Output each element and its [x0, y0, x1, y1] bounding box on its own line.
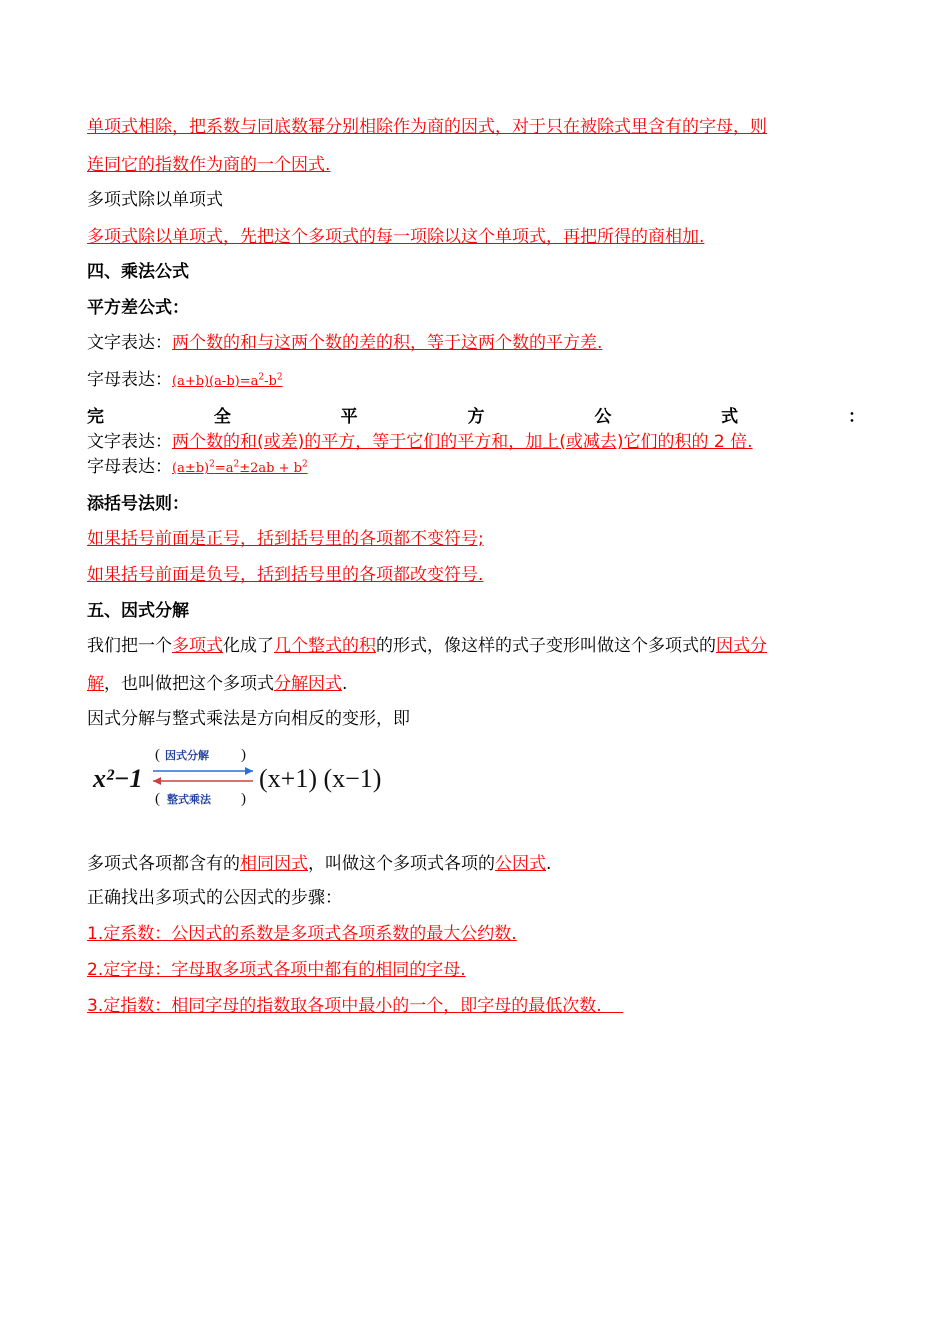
bracket-rule-1: 如果括号前面是正号，括到括号里的各项都不变符号; [87, 529, 484, 549]
term-product-of-integral-expressions: 几个整式的积 [274, 636, 376, 656]
common-factor-definition: 多项式各项都含有的相同因式，叫做这个多项式各项的公因式. [87, 854, 552, 874]
term-common-factor: 公因式 [495, 854, 546, 874]
bracket-rule-2: 如果括号前面是负号，括到括号里的各项都改变符号. [87, 565, 484, 585]
diff-squares-text-row [87, 332, 602, 354]
term-polynomial: 多项式 [172, 636, 223, 656]
letter-label: 字母表达： [87, 370, 172, 390]
perfect-square-title: 完 全 平 方 公 式 ： [87, 407, 865, 427]
perfect-square-formula: $(a\pm b)^2=a^2\pm 2ab + b^2$ [172, 459, 308, 476]
bottom-right-paren: ) [241, 791, 246, 807]
mono-division-rule-line1: 单项式相除，把系数与同底数幂分别相除作为商的因式，对于只在被除式里含有的字母，则 [87, 117, 767, 137]
letter-label: 字母表达： [87, 457, 172, 477]
factorization-definition-line1: 我们把一个多项式化成了几个整式的积的形式，像这样的式子变形叫做这个多项式的因式分 [87, 636, 767, 656]
diagram-left-expression: x²−1 [93, 764, 143, 793]
factorization-diagram-svg [87, 741, 399, 813]
diagram-right-expression: (x+1) (x−1) [259, 764, 382, 793]
bottom-arrow-label: 整式乘法 [167, 793, 211, 806]
section4-heading: 四、乘法公式 [87, 262, 189, 282]
steps-title: 正确找出多项式的公因式的步骤： [87, 888, 342, 908]
top-arrow-label: 因式分解 [165, 749, 209, 762]
term-factor: 分解因式 [274, 674, 342, 694]
top-left-paren: ( [155, 747, 160, 763]
step-2: 2.定字母：字母取多项式各项中都有的相同的字母. [87, 960, 466, 980]
perfect-square-text-row [87, 431, 753, 453]
text-label: 文字表达： [87, 333, 172, 353]
diff-squares-formula-row [87, 369, 283, 393]
factorization-diagram [87, 741, 399, 813]
inverse-operation-text: 因式分解与整式乘法是方向相反的变形，即 [87, 709, 410, 729]
term-factorization-part2: 解 [87, 674, 104, 694]
bracket-rule-title: 添括号法则： [87, 494, 189, 514]
poly-division-title: 多项式除以单项式 [87, 190, 223, 210]
text-label: 文字表达： [87, 432, 172, 452]
term-same-factor: 相同因式 [240, 854, 308, 874]
term-factorization-part1: 因式分 [716, 636, 767, 656]
section5-heading: 五、因式分解 [87, 601, 189, 621]
step-3: 3.定指数：相同字母的指数取各项中最小的一个，即字母的最低次数. [87, 996, 624, 1016]
factorization-definition-line2: 解，也叫做把这个多项式分解因式. [87, 674, 348, 694]
backward-arrow-head [153, 777, 161, 785]
perfect-square-formula-row [87, 456, 308, 480]
mono-division-rule-line2: 连同它的指数作为商的一个因式. [87, 155, 331, 175]
diff-squares-text: 两个数的和与这两个数的差的积，等于这两个数的平方差. [172, 333, 603, 353]
step-1: 1.定系数：公因式的系数是多项式各项系数的最大公约数. [87, 924, 517, 944]
top-right-paren: ) [241, 747, 246, 763]
poly-division-rule: 多项式除以单项式，先把这个多项式的每一项除以这个单项式，再把所得的商相加. [87, 227, 705, 247]
diff-squares-formula: $(a+b)(a-b)=a^2-b^2$ [172, 372, 283, 389]
forward-arrow-head [245, 767, 253, 775]
perfect-square-text: 两个数的和(或差)的平方，等于它们的平方和，加上(或减去)它们的积的 2 倍. [172, 432, 753, 452]
bottom-left-paren: ( [155, 791, 160, 807]
diff-squares-title: 平方差公式： [87, 298, 189, 318]
